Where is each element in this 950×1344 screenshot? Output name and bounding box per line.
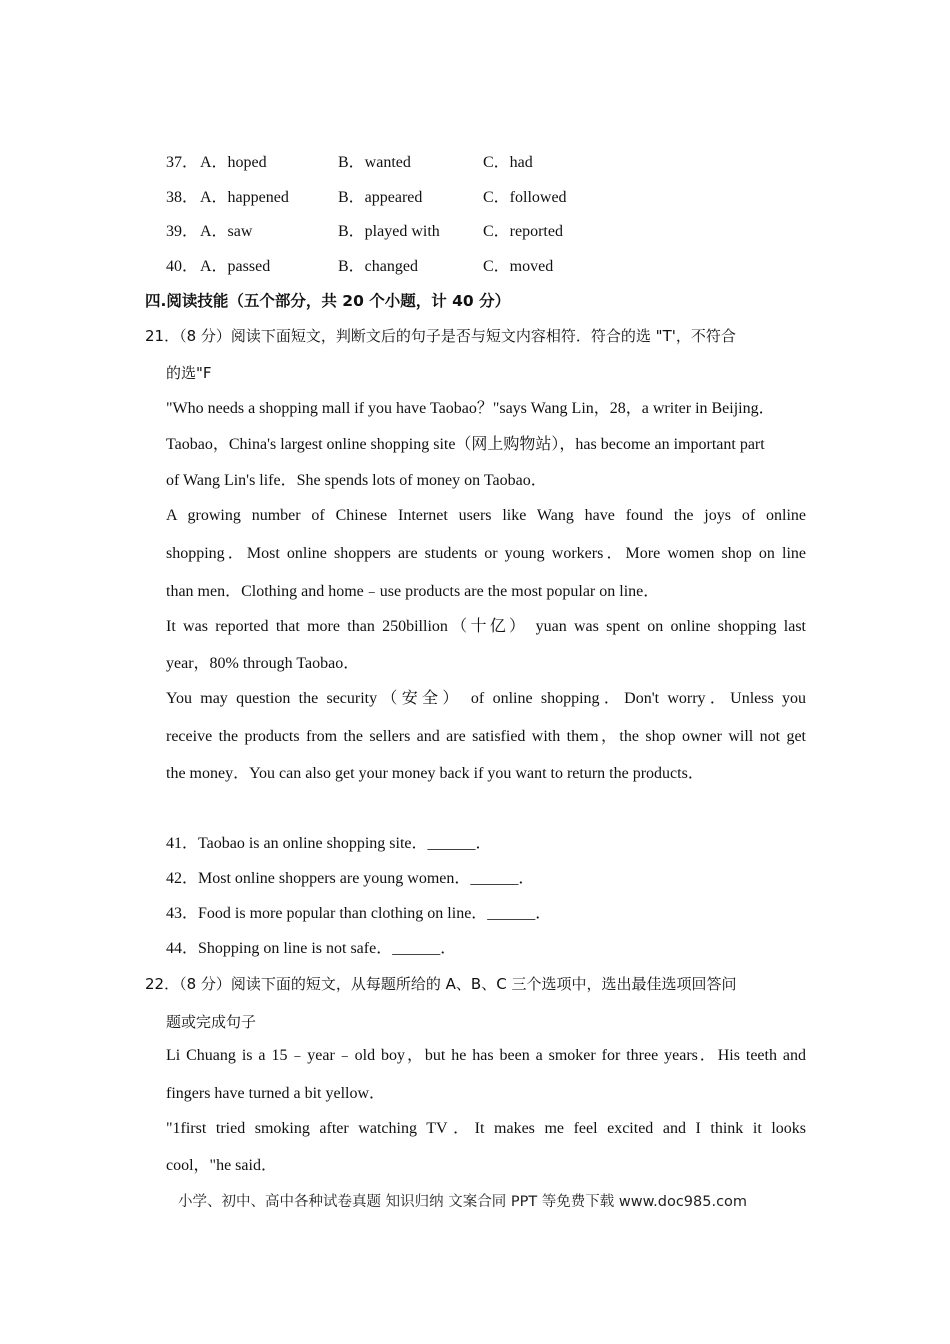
option-b: B．changed (338, 258, 418, 275)
question-number: 37． (166, 154, 199, 171)
q21-passage-line: It was reported that more than 250billion（十亿） yuan was spent on online shopping last (166, 618, 806, 635)
q22-passage-line: Li Chuang is a 15﹣year﹣old boy，but he has been a smoker for three years．His teeth and (166, 1047, 806, 1064)
q22-passage-line: cool，"he said． (166, 1157, 277, 1174)
option-b: B．played with (338, 223, 440, 240)
option-b: B．appeared (338, 189, 423, 206)
q22-passage-line: fingers have turned a bit yellow． (166, 1085, 386, 1102)
option-a: A．passed (200, 258, 271, 275)
q21-intro-line-1: 21．（8 分）阅读下面短文，判断文后的句子是否与短文内容相符．符合的选 "T'，不符合 (145, 327, 736, 345)
q22-intro-line-1: 22．（8 分）阅读下面的短文，从每题所给的 A、B、C 三个选项中，选出最佳选项回答问 (145, 975, 737, 993)
statement-43: 43．Food is more popular than clothing on line．______． (166, 905, 552, 922)
option-c: C．had (483, 154, 533, 171)
question-number: 38． (166, 189, 199, 206)
q21-passage-line: of Wang Lin's life．She spends lots of money on Taobao． (166, 472, 547, 489)
option-c: C．reported (483, 223, 563, 240)
q22-intro-line-2: 题或完成句子 (166, 1013, 257, 1031)
statement-42: 42．Most online shoppers are young women．______． (166, 870, 535, 887)
statement-41: 41．Taobao is an online shopping site．______． (166, 835, 492, 852)
q21-passage-line: A growing number of Chinese Internet users like Wang have found the joys of online (166, 507, 806, 524)
question-number: 40． (166, 258, 199, 275)
q21-passage-line: You may question the security（安全） of online shopping．Don't worry．Unless you (166, 690, 806, 707)
q22-passage-line: "1first tried smoking after watching TV．It makes me feel excited and I think it looks (166, 1120, 806, 1137)
q21-passage-line: "Who needs a shopping mall if you have Taobao？"says Wang Lin，28，a writer in Beijing． (166, 400, 775, 417)
section-heading: 四.阅读技能（五个部分，共 20 个小题，计 40 分） (145, 292, 511, 310)
q21-passage-line: the money．You can also get your money back if you want to return the products． (166, 765, 704, 782)
q21-passage-line: receive the products from the sellers and are satisfied with them，the shop owner will not get (166, 728, 806, 745)
option-a: A．happened (200, 189, 289, 206)
q21-intro-line-2: 的选"F (166, 364, 212, 382)
q21-passage-line: than men．Clothing and home﹣use products are the most popular on line． (166, 583, 660, 600)
page-footer: 小学、初中、高中各种试卷真题 知识归纳 文案合同 PPT 等免费下载 www.doc985.com (178, 1194, 748, 1210)
q21-passage-line: Taobao，China's largest online shopping site（网上购物站），has become an important part (166, 436, 765, 453)
statement-44: 44．Shopping on line is not safe．______． (166, 940, 457, 957)
question-number: 39． (166, 223, 199, 240)
option-b: B．wanted (338, 154, 411, 171)
option-c: C．followed (483, 189, 567, 206)
q21-passage-line: year，80% through Taobao． (166, 655, 360, 672)
option-c: C．moved (483, 258, 554, 275)
option-a: A．saw (200, 223, 253, 240)
option-a: A．hoped (200, 154, 267, 171)
q21-passage-line: shopping．Most online shoppers are students or young workers．More women shop on line (166, 545, 806, 562)
